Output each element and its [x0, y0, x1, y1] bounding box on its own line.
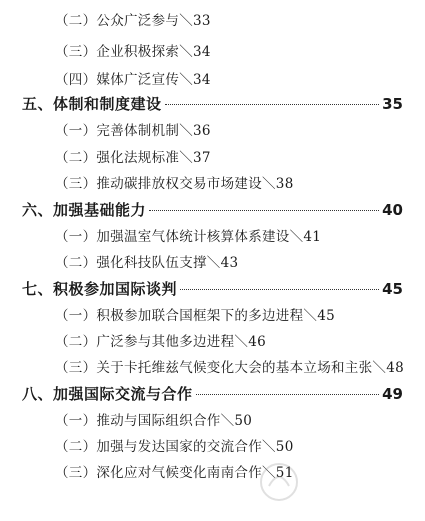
subentry-text: （一）推动与国际组织合作＼50: [55, 413, 253, 429]
subentry-text: （二）强化法规标准＼37: [55, 150, 211, 166]
toc-subentry[interactable]: [0, 251, 425, 275]
toc-subentry[interactable]: [0, 330, 425, 354]
chapter-page-number: 49: [382, 385, 403, 403]
subentry-text: （三）企业积极探索＼34: [55, 44, 211, 60]
chapter-page-number: 35: [382, 95, 403, 113]
toc-subentry[interactable]: [0, 119, 425, 143]
chapter-title: 六、加强基础能力: [22, 201, 147, 219]
toc-chapter[interactable]: [0, 382, 425, 406]
subentry-text: （三）深化应对气候变化南南合作＼51: [55, 465, 294, 481]
toc-subentry[interactable]: [0, 461, 425, 485]
chapter-title: 八、加强国际交流与合作: [22, 385, 193, 403]
subentry-text: （四）媒体广泛宣传＼34: [55, 72, 211, 88]
toc-subentry[interactable]: [0, 172, 425, 196]
dot-leader: [149, 210, 379, 211]
subentry-text: （二）强化科技队伍支撑＼43: [55, 255, 239, 271]
toc-subentry[interactable]: [0, 40, 425, 64]
toc-subentry[interactable]: [0, 225, 425, 249]
toc-subentry[interactable]: [0, 356, 425, 380]
toc-chapter[interactable]: [0, 92, 425, 116]
subentry-text: （三）推动碳排放权交易市场建设＼38: [55, 176, 294, 192]
watermark-icon: [255, 458, 303, 506]
toc-chapter[interactable]: [0, 198, 425, 222]
toc-subentry[interactable]: [0, 68, 425, 92]
subentry-text: （一）完善体制机制＼36: [55, 123, 211, 139]
subentry-text: （二）公众广泛参与＼33: [55, 13, 211, 29]
toc-subentry[interactable]: [0, 9, 425, 33]
dot-leader: [180, 289, 379, 290]
toc-subentry[interactable]: [0, 409, 425, 433]
toc-subentry[interactable]: [0, 435, 425, 459]
chapter-title: 七、积极参加国际谈判: [22, 280, 178, 298]
toc-subentry[interactable]: [0, 304, 425, 328]
subentry-text: （二）加强与发达国家的交流合作＼50: [55, 439, 294, 455]
toc-subentry[interactable]: [0, 146, 425, 170]
subentry-text: （三）关于卡托维兹气候变化大会的基本立场和主张＼48: [55, 360, 404, 376]
subentry-text: （一）积极参加联合国框架下的多边进程＼45: [55, 308, 335, 324]
dot-leader: [165, 104, 380, 105]
subentry-text: （一）加强温室气体统计核算体系建设＼41: [55, 229, 322, 245]
toc-chapter[interactable]: [0, 277, 425, 301]
dot-leader: [196, 394, 380, 395]
chapter-page-number: 45: [382, 280, 403, 298]
subentry-text: （二）广泛参与其他多边进程＼46: [55, 334, 266, 350]
chapter-title: 五、体制和制度建设: [22, 95, 162, 113]
chapter-page-number: 40: [382, 201, 403, 219]
